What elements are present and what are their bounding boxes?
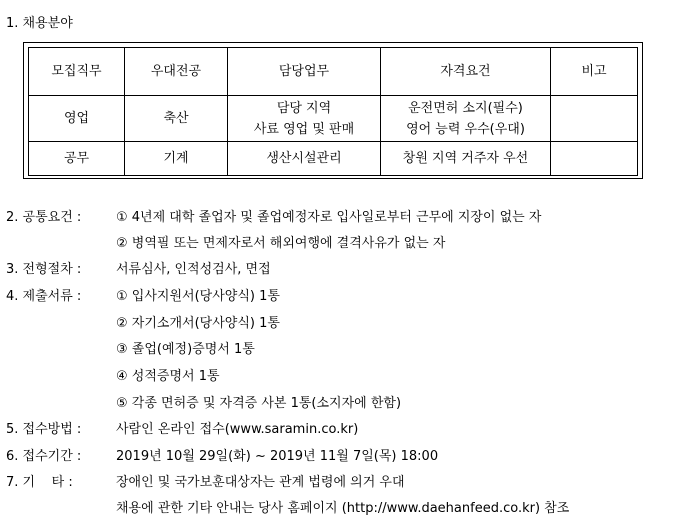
- application-period-label: 6. 접수기간 :: [6, 449, 86, 464]
- cell-duties: [228, 142, 381, 176]
- application-method-label: 5. 접수방법 :: [6, 422, 86, 437]
- cell-job: 영업: [29, 96, 125, 142]
- header-qualifications: 자격요건: [381, 48, 551, 96]
- list-item: ① 4년제 대학 졸업자 및 졸업예정자로 입사일로부터 근무에 지장이 없는 자: [116, 210, 542, 225]
- table-header-row: [29, 48, 638, 96]
- cell-qualifications: [381, 96, 551, 142]
- section-heading-recruitment-field: 1. 채용분야: [6, 16, 73, 31]
- table-row: [29, 142, 638, 176]
- list-item: ⑤ 각종 면허증 및 자격증 사본 1통(소지자에 한함): [116, 396, 402, 411]
- cell-line: 창원 지역 거주자 우선: [402, 151, 529, 166]
- cell-major: 축산: [125, 96, 228, 142]
- cell-remarks: [551, 96, 638, 142]
- list-item: ③ 졸업(예정)증명서 1통: [116, 342, 255, 357]
- common-requirements-label: 2. 공통요건 :: [6, 210, 86, 225]
- selection-process-label: 3. 전형절차 :: [6, 262, 86, 277]
- documents-label: 4. 제출서류 :: [6, 289, 86, 304]
- recruitment-table: [28, 47, 638, 176]
- list-item: 2019년 10월 29일(화) ~ 2019년 11월 7일(목) 18:00: [116, 449, 439, 464]
- cell-line: 생산시설관리: [266, 151, 342, 166]
- list-item: 채용에 관한 기타 안내는 당사 홈페이지 (http://www.daehanfeed.co.kr) 참조: [116, 501, 570, 516]
- cell-major: 기계: [125, 142, 228, 176]
- recruitment-table-frame: [23, 42, 643, 179]
- table-row: [29, 96, 638, 142]
- cell-duties: [228, 96, 381, 142]
- list-item: ① 입사지원서(당사양식) 1통: [116, 289, 280, 304]
- cell-line: 영어 능력 우수(우대): [406, 121, 525, 137]
- cell-line: 운전면허 소지(필수): [408, 100, 523, 116]
- list-item: 장애인 및 국가보훈대상자는 관계 법령에 의거 우대: [116, 475, 405, 490]
- list-item: 서류심사, 인적성검사, 면접: [116, 262, 271, 277]
- cell-qualifications: [381, 142, 551, 176]
- list-item: ④ 성적증명서 1통: [116, 369, 220, 384]
- header-remarks: 비고: [551, 48, 638, 96]
- cell-line: 사료 영업 및 판매: [253, 121, 355, 137]
- header-preferred-major: 우대전공: [125, 48, 228, 96]
- header-duties: 담당업무: [228, 48, 381, 96]
- list-item: ② 자기소개서(당사양식) 1통: [116, 316, 280, 331]
- cell-remarks: [551, 142, 638, 176]
- list-item: 사람인 온라인 접수(www.saramin.co.kr): [116, 422, 359, 437]
- header-job: 모집직무: [29, 48, 125, 96]
- list-item: ② 병역필 또는 면제자로서 해외여행에 결격사유가 없는 자: [116, 236, 446, 251]
- cell-line: 담당 지역: [276, 100, 332, 116]
- other-label: 7. 기 타 :: [6, 475, 77, 490]
- cell-job: 공무: [29, 142, 125, 176]
